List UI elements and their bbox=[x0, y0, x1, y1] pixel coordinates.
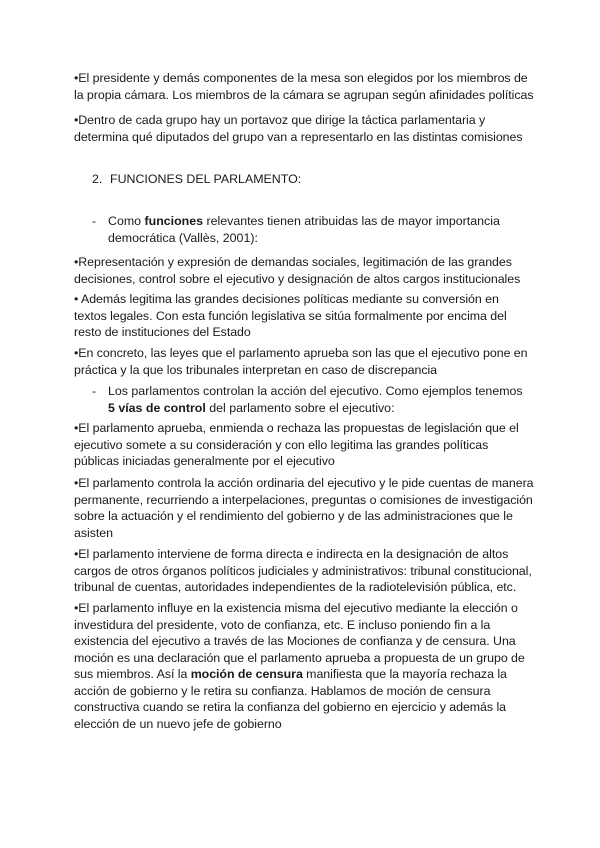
section-number: 2. bbox=[92, 172, 103, 186]
dash-marker: - bbox=[92, 384, 97, 398]
paragraph-aprueba: •El parlamento aprueba, enmienda o rechaza las propuestas de legislación que el ejecutivo somete a su consideración y con ello legitima las grandes políticas públicas iniciadas generalmente por el ejecutivo bbox=[74, 421, 519, 468]
dash-item-text bbox=[92, 383, 532, 416]
dash-text-bold: funciones bbox=[144, 214, 204, 228]
section-heading bbox=[92, 171, 301, 188]
dash-text-post: del parlamento sobre el ejecutivo: bbox=[205, 400, 395, 415]
dash-text-pre: Los parlamentos controlan la acción del ejecutivo. Como ejemplos tenemos bbox=[108, 384, 523, 398]
paragraph-influye-bold: moción de censura bbox=[190, 667, 303, 681]
dash-item-text bbox=[92, 213, 532, 246]
dash-text-post: relevantes tienen atribuidas las de mayor importancia democrática (Vallès, 2001): bbox=[108, 214, 500, 245]
paragraph-portavoz: •Dentro de cada grupo hay un portavoz que dirige la táctica parlamentaria y determina qué diputados del grupo van a representarlo en las distintas comisiones bbox=[74, 113, 523, 144]
paragraph-controla: •El parlamento controla la acción ordinaria del ejecutivo y le pide cuentas de manera permanente, recurriendo a interpelaciones, preguntas o comisiones de investigación sobre la actuación y el rendimiento del gobierno y de las administraciones que le asisten bbox=[74, 476, 534, 540]
section-title: FUNCIONES DEL PARLAMENTO: bbox=[110, 172, 302, 186]
dash-item-funciones bbox=[92, 213, 532, 246]
dash-text-bold: 5 vías de control bbox=[108, 400, 206, 415]
dash-text-pre: Como bbox=[108, 214, 145, 228]
paragraph-influye-pre: •El parlamento influye en la existencia misma del ejecutivo mediante la elección o investidura del presidente, voto de confianza, etc. E incluso poniendo fin a la existencia del ejecutivo a través de las Mociones de confianza y de censura. Una moción es una declaración que el parlamento aprueba a propuesta de un grupo de sus miembros. Así la bbox=[74, 601, 525, 681]
paragraph-mesa: •El presidente y demás componentes de la mesa son elegidos por los miembros de la propia cámara. Los miembros de la cámara se agrupan según afinidades políticas bbox=[74, 71, 534, 102]
paragraph-influye-post: manifiesta que la mayoría rechaza la acción de gobierno y le retira su confianza. Hablamos de moción de censura constructiva cuando se retira la confianza del gobierno en ejercicio y además la elección de un nuevo jefe de gobierno bbox=[74, 667, 507, 731]
paragraph-leyes: •En concreto, las leyes que el parlamento aprueba son las que el ejecutivo pone en práctica y la que los tribunales interpretan en caso de discrepancia bbox=[74, 346, 528, 377]
paragraph-influye bbox=[74, 600, 534, 732]
paragraph-interviene: •El parlamento interviene de forma directa e indirecta en la designación de altos cargos de otros órganos políticos judiciales y administrativos: tribunal constitucional, tribunal de cuentas, autoridades independientes de la radiotelevisión pública, etc. bbox=[74, 547, 532, 594]
dash-marker: - bbox=[92, 214, 97, 228]
paragraph-representacion: •Representación y expresión de demandas sociales, legitimación de las grandes decisiones, control sobre el ejecutivo y designación de altos cargos institucionales bbox=[74, 255, 521, 286]
dash-item-control bbox=[92, 383, 532, 416]
paragraph-legitima: • Además legitima las grandes decisiones políticas mediante su conversión en textos legales. Con esta función legislativa se sitúa formalmente por encima del resto de instituciones del Estado bbox=[74, 292, 507, 339]
